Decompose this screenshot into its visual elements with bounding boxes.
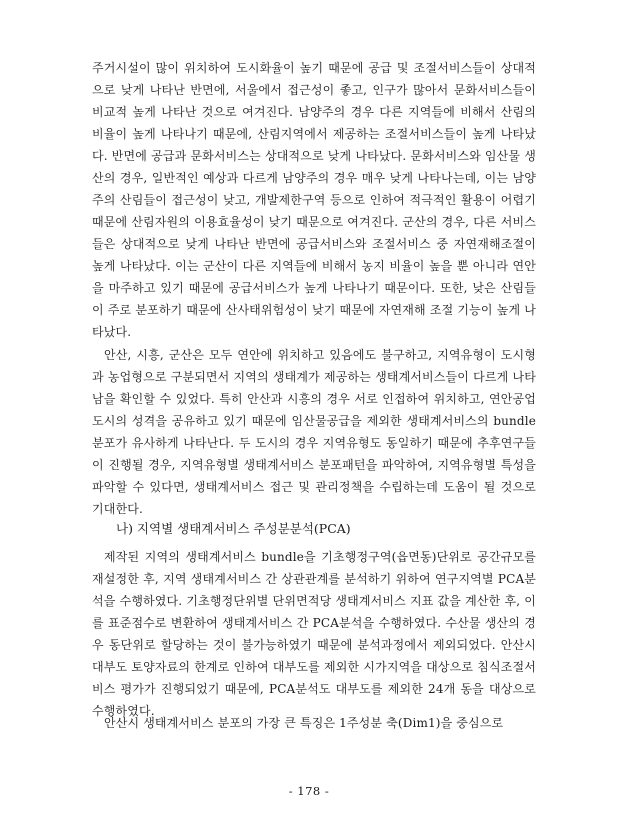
paragraph-text: 주거시설이 많이 위치하여 도시화율이 높기 때문에 공급 및 조절서비스들이 상대적으로 낮게 나타난 반면에, 서울에서 접근성이 좋고, 인구가 많아서 문화서비스들이 비교적 높게 나타난 것으로 여겨진다. 남양주의 경우 다른 지역들에 비해서 산림의 비율이 높게 나타나기 때문에, 산림지역에서 제공하는 조절서비스들이 높게 나타났다. 반면에 공급과 문화서비스는 상대적으로 낮게 나타났다. 문화서비스와 임산물 생산의 경우, 일반적인 예상과 다르게 남양주의 경우 매우 낮게 나타나는데, 이는 남양주의 산림들이 접근성이 낮고, 개발제한구역 등으로 인하여 적극적인 활용이 어렵기 때문에 산림자원의 이용효율성이 낮기 때문으로 여겨진다. 군산의 경우, 다른 서비스들은 상대적으로 낮게 나타난 반면에 공급서비스와 조절서비스 중 자연재해조절이 높게 나타났다. 이는 군산이 다른 지역들에 비해서 농지 비율이 높을 뿐 아니라 연안을 마주하고 있기 때문에 공급서비스가 높게 나타나기 때문이다. 또한, 낮은 산림들이 주로 분포하기 때문에 산사태위험성이 낮기 때문에 자연재해 조절 기능이 높게 나타났다. (92, 61, 536, 339)
paragraph-text: 안산, 시흥, 군산은 모두 연안에 위치하고 있음에도 불구하고, 지역유형이 도시형과 농업형으로 구분되면서 지역의 생태계가 제공하는 생태계서비스들이 다르게 나타남을 확인할 수 있었다. 특히 안산과 시흥의 경우 서로 인접하여 위치하고, 연안공업도시의 성격을 공유하고 있기 때문에 임산물공급을 제외한 생태계서비스의 bundle 분포가 유사하게 나타난다. 두 도시의 경우 지역유형도 동일하기 때문에 추후연구들이 진행될 경우, 지역유형별 생태계서비스 분포패턴을 파악하여, 지역유형별 특성을 파악할 수 있다면, 생태계서비스 접근 및 관리정책을 수립하는데 도움이 될 것으로 기대한다. (92, 348, 536, 516)
page-number: - 178 - (288, 784, 330, 798)
paragraph-text: 제작된 지역의 생태계서비스 bundle을 기초행정구역(읍면동)단위로 공간규모를 재설정한 후, 지역 생태계서비스 간 상관관계를 분석하기 위하여 연구지역별 PCA분석을 수행하였다. 기초행정단위별 단위면적당 생태계서비스 지표 값을 계산한 후, 이를 표준점수로 변환하여 생태계서비스 간 PCA분석을 수행하였다. 수산물 생산의 경우 동단위로 할당하는 것이 불가능하였기 때문에 분석과정에서 제외되었다. 안산시 대부도 토양자료의 한계로 인하여 대부도를 제외한 시가지역을 대상으로 침식조절서비스 평가가 진행되었기 때문에, PCA분석도 대부도를 제외한 24개 동을 대상으로 수행하였다. (92, 550, 536, 718)
body-paragraph (92, 546, 536, 722)
section-heading: 나) 지역별 생태계서비스 주성분분석(PCA) (116, 521, 351, 536)
body-paragraph (92, 712, 536, 734)
body-paragraph (92, 57, 536, 343)
body-paragraph (92, 344, 536, 520)
paragraph-text: 안산시 생태계서비스 분포의 가장 큰 특징은 1주성분 축(Dim1)을 중심으로 (104, 716, 504, 730)
